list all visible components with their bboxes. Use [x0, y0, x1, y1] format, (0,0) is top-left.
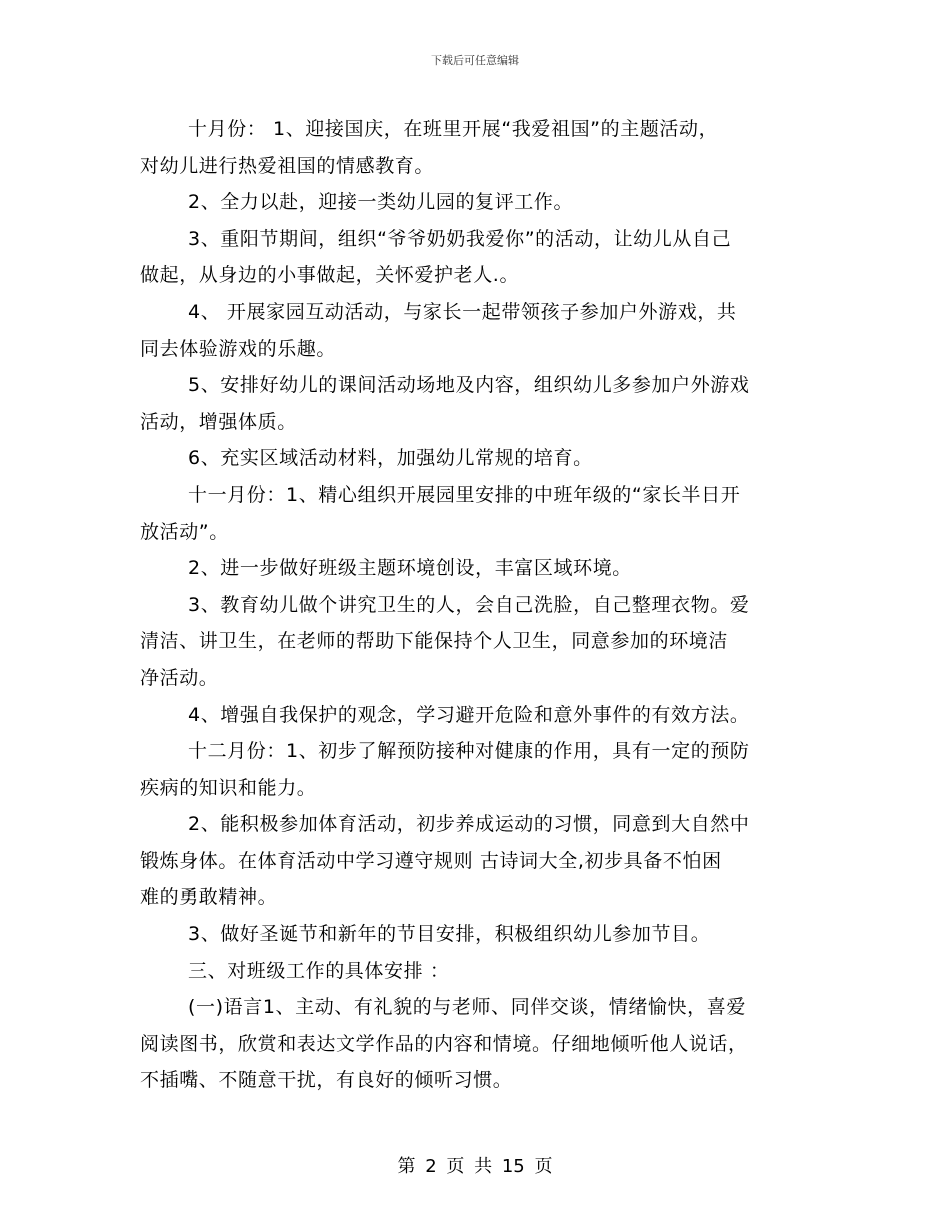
- paragraph-line: (一)语言1、主动、有礼貌的与老师、同伴交谈，情绪愉快，喜爱: [188, 996, 746, 1019]
- paragraph-line: 清洁、讲卫生，在老师的帮助下能保持个人卫生，同意参加的环境洁: [140, 630, 729, 653]
- page-header: 下载后可任意编辑: [431, 54, 519, 67]
- paragraph: [140, 989, 812, 1099]
- paragraph-line: 3、重阳节期间，组织“爷爷奶奶我爱你”的活动，让幼儿从自己: [188, 227, 732, 250]
- paragraph: [140, 294, 812, 367]
- paragraph: [140, 440, 812, 477]
- paragraph-line: 锻炼身体。在体育活动中学习遵守规则 古诗词大全,初步具备不怕困: [140, 849, 722, 872]
- paragraph-line: 放活动”。: [140, 520, 229, 543]
- paragraph: [140, 806, 812, 916]
- page-footer: 第 2 页 共 15 页: [397, 1156, 553, 1177]
- paragraph: [140, 916, 812, 953]
- paragraph-line: 2、能积极参加体育活动，初步养成运动的习惯，同意到大自然中: [188, 813, 750, 836]
- paragraph: [140, 733, 812, 806]
- paragraph: [140, 477, 812, 550]
- paragraph-line: 同去体验游戏的乐趣。: [140, 337, 337, 360]
- paragraph-line: 3、教育幼儿做个讲究卫生的人，会自己洗脸，自己整理衣物。爱: [188, 593, 750, 616]
- document-body: [140, 111, 812, 1099]
- paragraph: [140, 221, 812, 294]
- paragraph-line: 4、 开展家园互动活动，与家长一起带领孩子参加户外游戏，共: [188, 300, 737, 323]
- paragraph-line: 活动，增强体质。: [140, 410, 297, 433]
- paragraph-line: 净活动。: [140, 666, 219, 689]
- paragraph-line: 三、对班级工作的具体安排 ：: [188, 959, 450, 982]
- paragraph: [140, 111, 812, 184]
- paragraph-line: 6、充实区域活动材料，加强幼儿常规的培育。: [188, 447, 593, 470]
- paragraph-line: 十一月份：1、精心组织开展园里安排的中班年级的“家长半日开: [188, 483, 741, 506]
- paragraph: [140, 697, 812, 734]
- paragraph-line: 对幼儿进行热爱祖国的情感教育。: [140, 154, 435, 177]
- paragraph-line: 5、安排好幼儿的课间活动场地及内容，组织幼儿多参加户外游戏: [188, 374, 750, 397]
- paragraph-line: 疾病的知识和能力。: [140, 776, 317, 799]
- paragraph: [140, 587, 812, 697]
- paragraph: [140, 953, 812, 990]
- paragraph-line: 阅读图书，欣赏和表达文学作品的内容和情境。仔细地倾听他人说话，: [140, 1032, 748, 1055]
- paragraph: [140, 550, 812, 587]
- paragraph-line: 2、进一步做好班级主题环境创设，丰富区域环境。: [188, 557, 632, 580]
- paragraph-line: 十二月份：1、初步了解预防接种对健康的作用，具有一定的预防: [188, 740, 750, 763]
- paragraph-line: 做起，从身边的小事做起，关怀爱护老人.。: [140, 264, 520, 287]
- paragraph-line: 4、增强自我保护的观念，学习避开危险和意外事件的有效方法。: [188, 703, 750, 726]
- paragraph-line: 3、做好圣诞节和新年的节目安排，积极组织幼儿参加节目。: [188, 923, 711, 946]
- paragraph-line: 2、全力以赴，迎接一类幼儿园的复评工作。: [188, 191, 574, 214]
- paragraph: [140, 367, 812, 440]
- paragraph-line: 十月份： 1、迎接国庆，在班里开展“我爱祖国”的主题活动，: [188, 118, 719, 140]
- paragraph-line: 难的勇敢精神。: [140, 886, 278, 909]
- paragraph-line: 不插嘴、不随意干扰，有良好的倾听习惯。: [140, 1069, 513, 1092]
- paragraph: [140, 184, 812, 221]
